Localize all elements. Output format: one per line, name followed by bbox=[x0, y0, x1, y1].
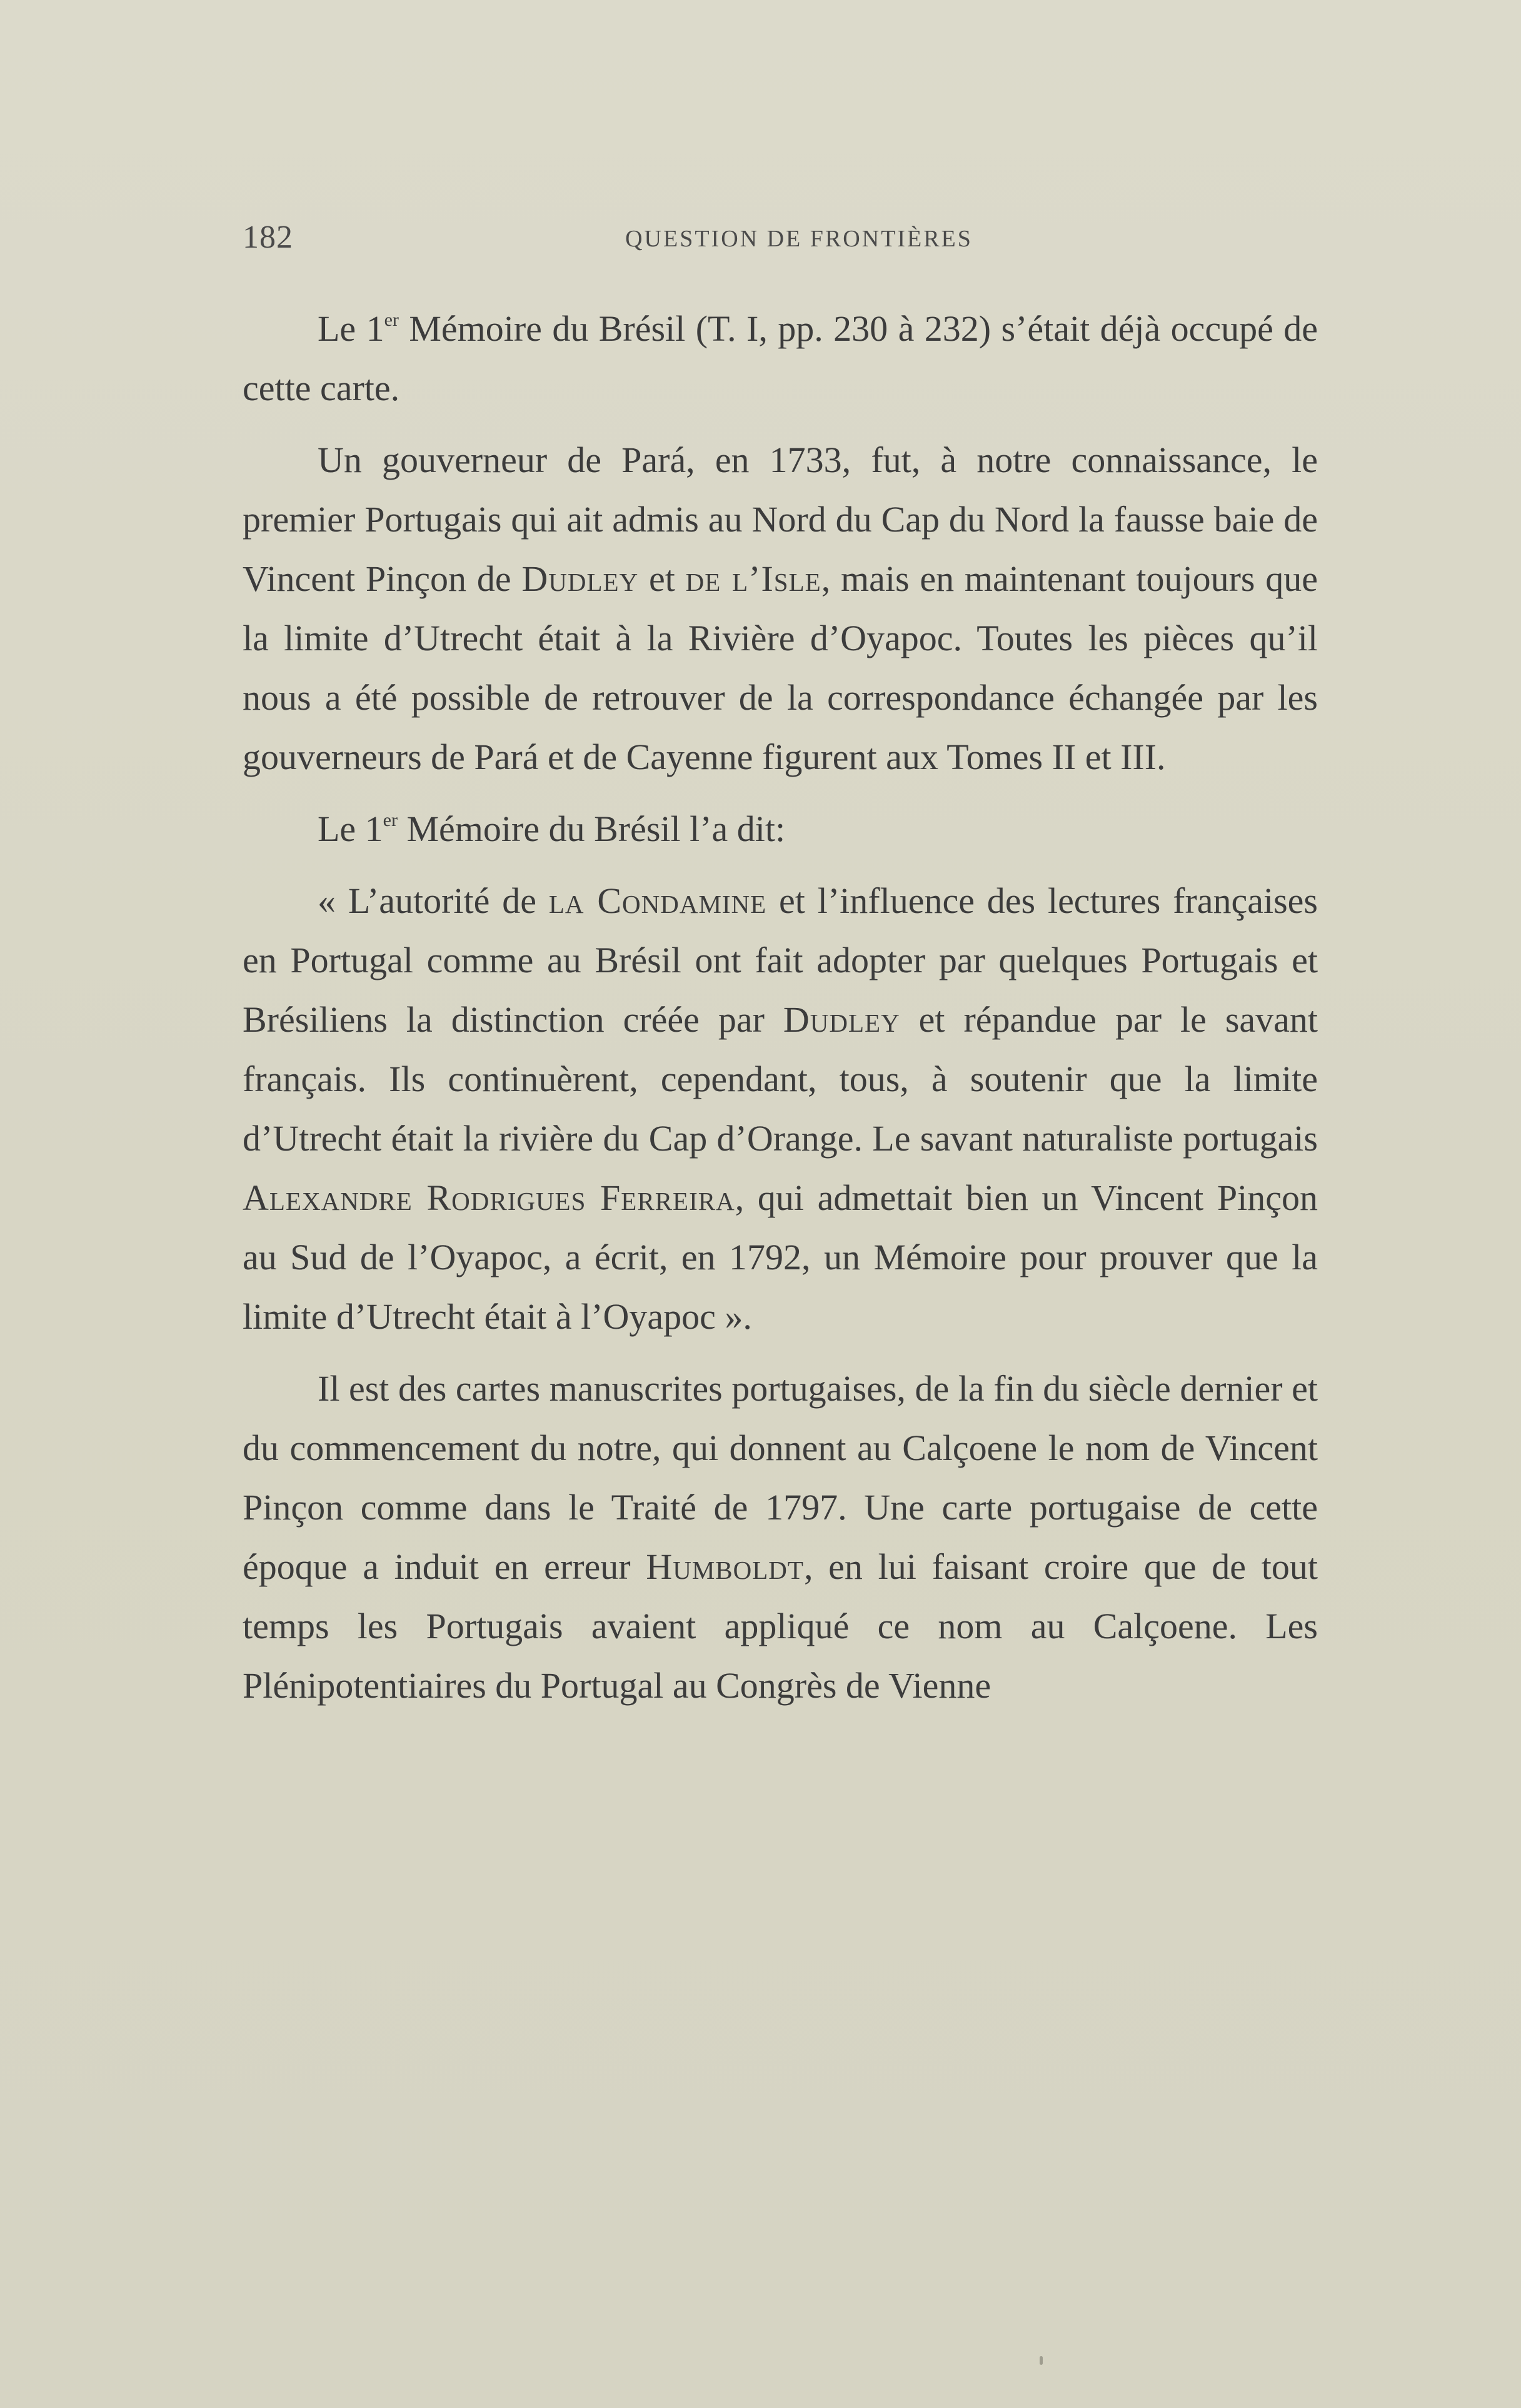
text-segment: Le 1 bbox=[318, 809, 383, 849]
author-name: la Condamine bbox=[548, 880, 767, 921]
text-segment: Un gouverneur de Pará, en 1733, fut, à notre connaissance, le premier Portugais qui ait admis au Nord du Cap du Nord la fausse baie de Vincent Pinçon de bbox=[243, 440, 1318, 599]
paragraph-3 bbox=[243, 799, 1318, 859]
text-segment: « L’autorité de bbox=[318, 880, 549, 921]
superscript: er bbox=[384, 310, 399, 330]
text-segment: Le 1 bbox=[318, 308, 384, 349]
text-segment: et répandue par le savant français. Ils continuèrent, cependant, tous, à soutenir que la limite d’Utrecht était la rivière du Cap d’Orange. Le savant naturaliste portugais bbox=[243, 999, 1318, 1159]
superscript: er bbox=[383, 810, 398, 830]
text-segment: Mémoire du Brésil l’a dit: bbox=[397, 809, 786, 849]
text-segment: , qui admettait bien un Vincent Pinçon au Sud de l’Oyapoc, a écrit, en 1792, un Mémoire pour prouver que la limite d’Utrecht était à l’Oyapoc ». bbox=[243, 1177, 1318, 1337]
text-segment: Il est des cartes manuscrites portugaises, de la fin du siècle dernier et du commencement du notre, qui donnent au Calçoene le nom de Vincent Pinçon comme dans le Traité de 1797. Une carte portugaise de cette époque a induit en erreur bbox=[243, 1368, 1318, 1587]
paper-speck bbox=[1040, 2356, 1043, 2365]
text-segment: , mais en maintenant toujours que la limite d’Utrecht était à la Rivière d’Oyapoc. Toutes les pièces qu’il nous a été possible de retrouver de la correspondance échangée par les gouverneurs de Pará et de Cayenne figurent aux Tomes II et III. bbox=[243, 558, 1318, 777]
paragraph-2 bbox=[243, 430, 1318, 787]
body-text bbox=[243, 299, 1318, 1728]
author-name: Dudley bbox=[783, 999, 900, 1040]
text-segment: et l’influence des lectures françaises en Portugal comme au Brésil ont fait adopter par quelques Portugais et Brésiliens la distinction créée par bbox=[243, 880, 1318, 1040]
text-segment: , en lui faisant croire que de tout temps les Portugais avaient appliqué ce nom au Calçoene. Les Plénipotentiaires du Portugal au Congrès de Vienne bbox=[243, 1546, 1318, 1706]
author-name: de l’Isle bbox=[685, 558, 821, 599]
text-segment: et bbox=[638, 558, 686, 599]
text-segment: Mémoire du Brésil (T. I, pp. 230 à 232) s’était déjà occupé de cette carte. bbox=[243, 308, 1318, 408]
running-title: QUESTION DE FRONTIÈRES bbox=[625, 226, 973, 252]
paragraph-4-quotation bbox=[243, 871, 1318, 1346]
page-header bbox=[243, 219, 1318, 275]
page-number: 182 bbox=[243, 219, 293, 255]
paragraph-5 bbox=[243, 1359, 1318, 1715]
author-name: Dudley bbox=[521, 558, 639, 599]
author-name: Alexandre Rodrigues Ferreira bbox=[243, 1177, 735, 1218]
paragraph-1 bbox=[243, 299, 1318, 418]
author-name: Humboldt bbox=[646, 1546, 804, 1587]
